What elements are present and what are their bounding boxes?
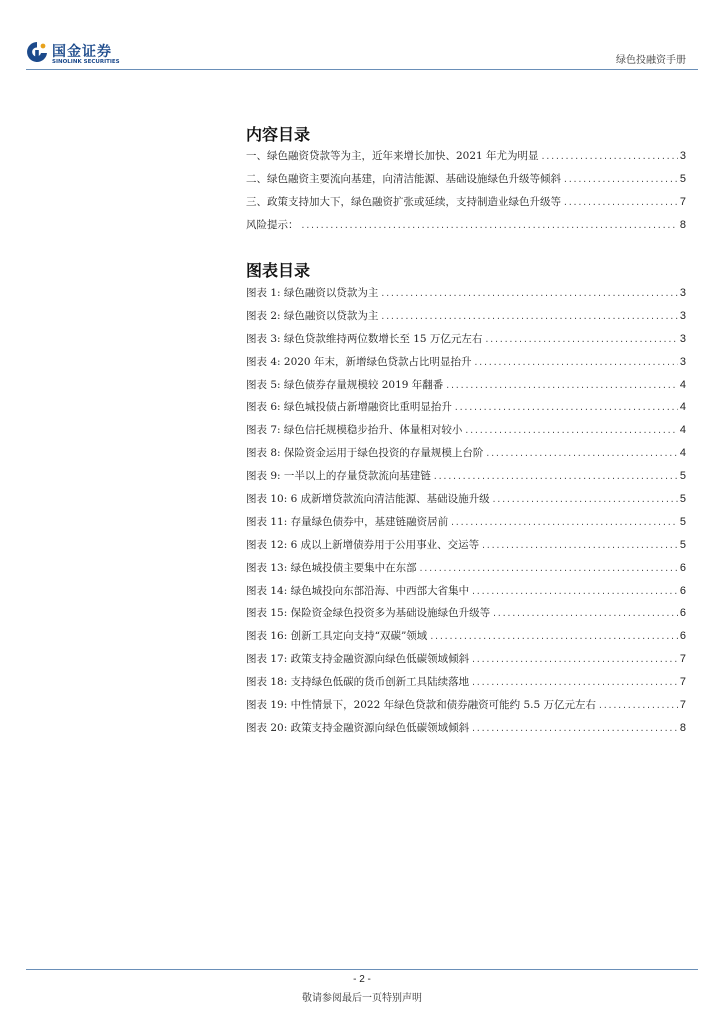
dot-leader <box>563 198 678 207</box>
figure-entry-label: 图表 17: 政策支持金融资源向绿色低碳领域倾斜 <box>246 653 470 666</box>
logo-chinese-name: 国金证券 <box>52 44 112 60</box>
dot-leader <box>598 701 678 710</box>
sinolink-logo-icon <box>26 41 48 65</box>
figure-entry-label: 图表 15: 保险资金绿色投资多为基础设施绿色升级等 <box>246 607 491 620</box>
figure-entry-page: 5 <box>679 515 686 528</box>
figure-entry-label: 图表 20: 政策支持金融资源向绿色低碳领域倾斜 <box>246 721 470 734</box>
figure-entry[interactable] <box>246 583 686 606</box>
figure-entry-label: 图表 9: 一半以上的存量贷款流向基建链 <box>246 470 431 483</box>
toc-entry[interactable] <box>246 148 686 171</box>
toc-entry[interactable] <box>246 194 686 217</box>
figure-entry[interactable] <box>246 628 686 651</box>
figure-entry-label: 图表 7: 绿色信托规模稳步抬升、体量相对较小 <box>246 424 463 437</box>
figure-entry[interactable] <box>246 308 686 331</box>
figure-entry-page: 7 <box>679 676 686 689</box>
figure-entry-page: 7 <box>679 653 686 666</box>
toc-entry-page: 5 <box>679 172 686 185</box>
figure-entry[interactable] <box>246 331 686 354</box>
footer-divider <box>26 969 698 970</box>
figure-entry[interactable] <box>246 422 686 445</box>
figure-entry[interactable] <box>246 399 686 422</box>
toc-entry-page: 3 <box>679 150 686 162</box>
dot-leader <box>484 335 677 344</box>
toc-entry-label: 一、绿色融资贷款等为主，近年来增长加快、2021 年尤为明显 <box>246 150 539 162</box>
toc-entry-page: 7 <box>679 195 686 208</box>
figure-entry-page: 4 <box>679 424 686 437</box>
figure-entry[interactable] <box>246 514 686 537</box>
dot-leader <box>473 358 677 367</box>
dot-leader <box>471 724 678 733</box>
figure-entry-page: 6 <box>679 584 686 597</box>
dot-leader <box>471 678 678 687</box>
figure-entry-label: 图表 1: 绿色融资以贷款为主 <box>246 287 379 299</box>
figure-entry-label: 图表 2: 绿色融资以贷款为主 <box>246 309 379 322</box>
figure-entry-page: 6 <box>679 607 686 620</box>
dot-leader <box>301 221 678 230</box>
toc-entry-label: 三、政策支持加大下，绿色融资扩张或延续，支持制造业绿色升级等 <box>246 195 561 208</box>
dot-leader <box>563 175 678 184</box>
dot-leader <box>380 312 677 321</box>
toc-entry-label: 二、绿色融资主要流向基建，向清洁能源、基础设施绿色升级等倾斜 <box>246 172 561 185</box>
disclaimer-note: 敬请参阅最后一页特别声明 <box>302 993 422 1004</box>
dot-leader <box>380 289 677 298</box>
figure-entry-page: 5 <box>679 470 686 483</box>
figures-heading: 图表目录 <box>246 261 311 280</box>
figure-entry-label: 图表 18: 支持绿色低碳的货币创新工具陆续落地 <box>246 676 470 689</box>
logo-english-name: SINOLINK SECURITIES <box>52 59 120 65</box>
figure-entry[interactable] <box>246 491 686 514</box>
figure-entry[interactable] <box>246 377 686 400</box>
dot-leader <box>471 655 678 664</box>
page-header <box>0 0 724 70</box>
dot-leader <box>445 381 678 390</box>
dot-leader <box>464 426 677 435</box>
figure-entry-label: 图表 10: 6 成新增贷款流向清洁能源、基础设施升级 <box>246 493 490 506</box>
figure-entry-page: 7 <box>679 699 686 712</box>
dot-leader <box>471 587 678 596</box>
figure-entry[interactable] <box>246 674 686 697</box>
figure-entry-page: 4 <box>679 378 686 391</box>
figure-entry-label: 图表 12: 6 成以上新增债券用于公用事业、交运等 <box>246 538 480 551</box>
figure-entry-page: 3 <box>679 332 686 345</box>
toc-entry[interactable] <box>246 217 686 240</box>
figure-entry[interactable] <box>246 285 686 308</box>
dot-leader <box>429 632 678 641</box>
dot-leader <box>433 472 678 481</box>
figure-entry-label: 图表 6: 绿色城投债占新增融资比重明显抬升 <box>246 401 452 414</box>
contents-list <box>246 148 686 240</box>
figure-entry-page: 8 <box>679 721 686 734</box>
figure-entry-label: 图表 3: 绿色贷款维持两位数增长至 15 万亿元左右 <box>246 332 483 345</box>
figure-entry[interactable] <box>246 468 686 491</box>
contents-heading: 内容目录 <box>246 125 311 144</box>
figure-entry[interactable] <box>246 720 686 743</box>
figure-entry-page: 3 <box>679 287 686 299</box>
document-title: 绿色投融资手册 <box>616 55 686 66</box>
company-logo <box>26 41 146 69</box>
figure-entry-page: 5 <box>679 538 686 551</box>
figure-entry-page: 4 <box>679 447 686 460</box>
dot-leader <box>541 152 678 161</box>
dot-leader <box>492 609 678 618</box>
dot-leader <box>419 564 678 573</box>
figure-entry-label: 图表 8: 保险资金运用于绿色投资的存量规模上台阶 <box>246 447 484 460</box>
figure-entry[interactable] <box>246 354 686 377</box>
figure-entry[interactable] <box>246 537 686 560</box>
dot-leader <box>481 541 678 550</box>
figure-entry[interactable] <box>246 605 686 628</box>
dot-leader <box>485 449 677 458</box>
figure-entry-page: 6 <box>679 561 686 574</box>
figure-entry[interactable] <box>246 445 686 468</box>
figure-entry-page: 3 <box>679 309 686 322</box>
figure-entry-label: 图表 14: 绿色城投向东部沿海、中西部大省集中 <box>246 584 470 597</box>
figure-entry-label: 图表 19: 中性情景下，2022 年绿色贷款和债券融资可能约 5.5 万亿元左右 <box>246 699 597 712</box>
figure-entry[interactable] <box>246 560 686 583</box>
dot-leader <box>492 495 678 504</box>
toc-entry-label: 风险提示： <box>246 218 299 231</box>
dot-leader <box>450 518 678 527</box>
figure-entry[interactable] <box>246 651 686 674</box>
toc-entry-page: 8 <box>679 218 686 231</box>
figure-entry-label: 图表 13: 绿色城投债主要集中在东部 <box>246 561 417 574</box>
figure-entry-page: 5 <box>679 493 686 506</box>
figure-entry-label: 图表 5: 绿色债券存量规模较 2019 年翻番 <box>246 378 444 391</box>
figure-entry-label: 图表 16: 创新工具定向支持“双碳”领域 <box>246 630 428 643</box>
page-number: - 2 - <box>353 974 371 985</box>
figure-entry-label: 图表 4: 2020 年末，新增绿色贷款占比明显抬升 <box>246 355 472 368</box>
dot-leader <box>454 403 678 412</box>
figure-entry[interactable] <box>246 697 686 720</box>
figure-entry-label: 图表 11: 存量绿色债券中，基建链融资居前 <box>246 515 449 528</box>
figure-entry-page: 6 <box>679 630 686 643</box>
figures-list <box>246 285 686 743</box>
figure-entry-page: 3 <box>679 355 686 368</box>
toc-entry[interactable] <box>246 171 686 194</box>
header-divider <box>26 69 698 70</box>
figure-entry-page: 4 <box>679 401 686 414</box>
